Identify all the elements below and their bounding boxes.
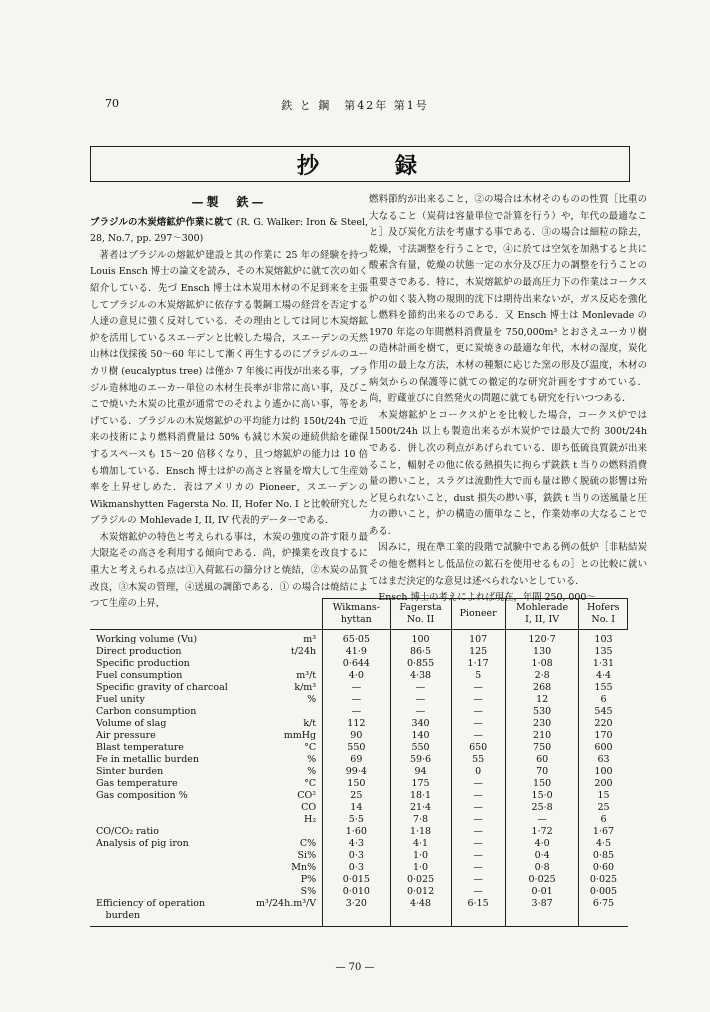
paragraph: 木炭熔鉱炉とコークス炉とを比較した場合，コークス炉では 1500t/24h 以上も製造出来るが木炭炉では最大で約 300t/24h である．併し次の利点があげられている．即ち低硫良質銑が出来ること，輻射その他に依る熱損失に拘らず銑鉄 t 当りの燃料消費量の尠いこと，スラグは流動性大で而も量は尠く脱硫の影響は殆ど見られないこと，dust 損失の尠い事，銑鉄 t 当りの送風量と圧力の尠いこと，炉の構造の簡単なこと，作業効率の大なることである． (369, 409, 647, 537)
table-cell: 6·15 (451, 898, 505, 927)
table-cell: 3·20 (323, 898, 390, 927)
row-unit: Mn% (291, 862, 317, 873)
table-row (90, 630, 628, 647)
table-cell: 0·010 (323, 886, 390, 898)
table-cell: 6 (579, 814, 628, 826)
row-label: Carbon consumption (96, 706, 197, 717)
row-label (90, 862, 254, 874)
table-cell: 15 (579, 790, 628, 802)
paragraph: 燃料節約が出来ること，②の場合は木材そのものの性質［比重の大なること（炭荷は容量単位で計算を行う）や，年代の最適なこと］及び炭化方法を考慮する事である．③の場合は細粒の除去，乾燥，寸法調整を行うことで，④に於ては空気を加熱すると共に酸素含有量，乾燥の状態一定の水分及び圧力の調整を行うことの重要さである．特に，木炭熔鉱炉の最高圧力下の作業はコークス炉の如く装入物の規則的沈下は期待出来ないが，ガス反応を強化し燃料を節約出来るのである．又 Ensch 博士は Monlevade の 1970 年迄の年間燃料消費量を 750,000m³ とおさえユーカリ樹の造林計画を樹て，更に炭焼きの最適な年代，木材の湿度，炭化作用の最上な方法，木材の種類に応じた窯の形及び温度，木材の病気からの保護等に就ての徹定的な研究計画をすすめている．尚，貯蔵並びに自然発火の問題に就ても研究を行いつつある． (369, 194, 647, 405)
table-cell: 12 (505, 694, 579, 706)
table-cell: 1·60 (323, 826, 390, 838)
table-cell: — (451, 862, 505, 874)
table-cell: 155 (579, 682, 628, 694)
paragraph: 因みに，現在準工業的段階で試験中である例の低炉［非粘結炭その他を燃料とし低品位の鉱石を使用せるもの］との比較に就いてはまだ決定的な意見は述べられないとしている． (369, 542, 647, 587)
section-title-left: 抄 (297, 153, 320, 179)
column-header: Mohlerade I, II, IV (505, 599, 579, 630)
table-cell: — (451, 778, 505, 790)
table-cell: — (451, 802, 505, 814)
table-cell: 1·17 (451, 658, 505, 670)
table-cell: 5·5 (323, 814, 390, 826)
row-label: Fuel consumption (96, 670, 183, 681)
table-cell: 140 (390, 730, 451, 742)
paragraph: 著者はブラジルの熔鉱炉建設と其の作業に 25 年の経験を持つ Louis Ensch 博士の論文を読み，その木炭熔鉱炉に就て次の如く紹介している．先づ Ensch 博士は木炭用木材の不足到来を主張してブラジルの木炭熔鉱炉に依存する製鋼工場の経営を否定する人達の意見に強く反対している．その理由としては同じ木炭熔鉱炉を活用しているスエーデンと比較した場合，スエーデンの天然山林は伐採後 50〜60 年にして漸く再生するのにブラジルのユーカリ樹 (eucalyptus tree) は僅か 7 年後に再伐が出来る事，ブラジル造林地のエーカー単位の木材生長率が非常に高い事，及びここで焼いた木炭の比重が通常でのそれより遙かに高い事，等をあげている．ブラジルの木炭熔鉱炉の平均能力は約 150t/24h で近来の技術により燃料消費量は 50% も減じ木炭の連続供給を確保するスペースも 15〜20 倍移くなり，且つ熔鉱炉の能力は 10 倍も増加している．Ensch 博士は炉の高さと容量を増大して生産効率を上昇せしめた．表はアメリカの Pioneer，スエーデンの Wikmanshytten Fagersta No. II, Hofer No. I と比較研究したブラジルの Mohlevade I, II, IV 代表的データーである． (90, 249, 368, 527)
table-cell: 135 (579, 646, 628, 658)
table-cell: 25·8 (505, 802, 579, 814)
column-header: Pioneer (451, 599, 505, 630)
table-row (90, 826, 628, 838)
table-cell: — (451, 706, 505, 718)
left-column (90, 192, 368, 613)
table-row (90, 706, 628, 718)
row-label: Gas composition % (96, 790, 188, 801)
section-title-right: 録 (395, 153, 418, 179)
row-label: Gas temperature (96, 778, 178, 789)
table-row (90, 730, 628, 742)
table-cell: 3·87 (505, 898, 579, 927)
table-cell: 170 (579, 730, 628, 742)
page-number: 70 (105, 97, 119, 110)
row-unit: m³/t (296, 670, 317, 681)
table-cell: 0·85 (579, 850, 628, 862)
column-header: Fagersta No. II (390, 599, 451, 630)
table-row (90, 718, 628, 730)
table-cell: 4·48 (390, 898, 451, 927)
table-cell: 112 (323, 718, 390, 730)
column-header: Wikmans- hyttan (323, 599, 390, 630)
article-heading (90, 215, 368, 248)
row-unit (254, 706, 323, 718)
table-row (90, 802, 628, 814)
table-cell: 210 (505, 730, 579, 742)
row-unit: °C (304, 778, 317, 789)
table-cell: — (451, 838, 505, 850)
table-cell: — (390, 694, 451, 706)
table-cell: 25 (579, 802, 628, 814)
table-cell: 150 (323, 778, 390, 790)
table-cell: 7·8 (390, 814, 451, 826)
row-unit: % (307, 766, 317, 777)
row-label: Specific gravity of charcoal (96, 682, 228, 693)
row-unit: k/t (303, 718, 317, 729)
table-row (90, 658, 628, 670)
table-cell: 86·5 (390, 646, 451, 658)
table-cell: 0·4 (505, 850, 579, 862)
section-title-box (90, 146, 630, 182)
table-cell: 120·7 (505, 630, 579, 647)
table-cell: 5 (451, 670, 505, 682)
row-unit: m³ (303, 634, 317, 645)
row-label: Fe in metallic burden (96, 754, 200, 765)
table-cell: 15·0 (505, 790, 579, 802)
table-cell: — (390, 682, 451, 694)
table-cell: — (451, 814, 505, 826)
row-unit: % (307, 754, 317, 765)
table-cell: 0·8 (505, 862, 579, 874)
table-cell: — (323, 694, 390, 706)
table-cell: 550 (323, 742, 390, 754)
row-label: Fuel unity (96, 694, 145, 705)
table-cell: 545 (579, 706, 628, 718)
table-cell: 25 (323, 790, 390, 802)
table-cell: 230 (505, 718, 579, 730)
row-label: Working volume (Vu) (96, 634, 198, 645)
row-unit: mmHg (283, 730, 317, 741)
row-label: Air pressure (96, 730, 156, 741)
table-cell: 4·5 (579, 838, 628, 850)
row-label: Blast temperature (96, 742, 184, 753)
table-cell: 103 (579, 630, 628, 647)
table-cell: 0·855 (390, 658, 451, 670)
table-cell: 99·4 (323, 766, 390, 778)
table-header-row (90, 599, 628, 630)
article-title: ブラジルの木炭熔鉱炉作業に就て (90, 216, 234, 228)
row-label: Efficiency of operation burden (90, 898, 254, 927)
table-row (90, 778, 628, 790)
table-cell: 0·644 (323, 658, 390, 670)
table-cell: — (390, 706, 451, 718)
row-unit (254, 658, 323, 670)
table-cell: 18·1 (390, 790, 451, 802)
table-cell: 0·015 (323, 874, 390, 886)
table-row (90, 754, 628, 766)
table-cell: 200 (579, 778, 628, 790)
table-cell: 340 (390, 718, 451, 730)
table-row (90, 850, 628, 862)
table-cell: — (451, 790, 505, 802)
table-cell: 1·18 (390, 826, 451, 838)
table-cell: 268 (505, 682, 579, 694)
table-cell: 0·025 (579, 874, 628, 886)
table-cell: — (505, 814, 579, 826)
table-row (90, 886, 628, 898)
table-row (90, 694, 628, 706)
table-row (90, 682, 628, 694)
table-row (90, 646, 628, 658)
table-row (90, 874, 628, 886)
table-cell: 41·9 (323, 646, 390, 658)
row-unit: m³/24h.m³/V (254, 898, 323, 927)
row-label: Analysis of pig iron (96, 838, 189, 849)
table-body (90, 630, 628, 927)
paragraph: 木炭熔鉱炉の特色と考えられる事は，木炭の強度の許す限り最大限迄その高さを利用する傾向である．尚，炉操業を改良するに重大と考えられる点は①入荷鉱石の篩分けと焼結，②木炭の品質改良，③木炭の管理，④送風の調節である．① の場合は焼結によつて生産の上昇， (90, 531, 368, 610)
table-cell: — (451, 718, 505, 730)
table-cell: 14 (323, 802, 390, 814)
table-cell: 1·08 (505, 658, 579, 670)
table-cell: 650 (451, 742, 505, 754)
table-cell: — (451, 886, 505, 898)
table-cell: 0·025 (505, 874, 579, 886)
table-cell: 0·005 (579, 886, 628, 898)
table-cell: 0·01 (505, 886, 579, 898)
comparison-table (90, 598, 628, 927)
table-cell: 130 (505, 646, 579, 658)
table-cell: 1·31 (579, 658, 628, 670)
paragraph: Ensch 博士の考えによれば現在，年間 250, 000〜 (378, 592, 596, 604)
table-cell: 175 (390, 778, 451, 790)
table-cell: 70 (505, 766, 579, 778)
table-cell: 0·012 (390, 886, 451, 898)
table-cell: 0·3 (323, 850, 390, 862)
table-cell: 1·72 (505, 826, 579, 838)
table-cell: 60 (505, 754, 579, 766)
table-cell: — (323, 682, 390, 694)
table-cell: 4·0 (323, 670, 390, 682)
table-row (90, 814, 628, 826)
right-column (369, 192, 647, 607)
table-cell: 55 (451, 754, 505, 766)
row-unit (254, 826, 323, 838)
table-cell: 0·3 (323, 862, 390, 874)
article-citation: (R. G. Walker: Iron & Steel, 28, No.7, pp. 297〜300) (90, 216, 368, 245)
table-cell: 125 (451, 646, 505, 658)
row-label (90, 814, 254, 826)
column-header: Hofers No. I (579, 599, 628, 630)
row-label: CO/CO₂ ratio (96, 826, 159, 837)
page-footer: — 70 — (335, 962, 375, 973)
row-label: Direct production (96, 646, 182, 657)
table-cell: 6 (579, 694, 628, 706)
table-cell: 0·025 (390, 874, 451, 886)
table-cell: — (451, 682, 505, 694)
table-cell: 63 (579, 754, 628, 766)
table-cell: 100 (579, 766, 628, 778)
table-cell: 2·8 (505, 670, 579, 682)
table-cell: 107 (451, 630, 505, 647)
row-unit: Si% (297, 850, 317, 861)
row-unit: H₂ (304, 814, 317, 825)
table-cell: 4·1 (390, 838, 451, 850)
table-cell: 94 (390, 766, 451, 778)
table-row (90, 766, 628, 778)
table-row (90, 862, 628, 874)
row-label (90, 850, 254, 862)
blank-header (90, 599, 254, 630)
table-cell: 21·4 (390, 802, 451, 814)
table-cell: — (451, 730, 505, 742)
table-cell: 150 (505, 778, 579, 790)
blank-header (254, 599, 323, 630)
row-unit: k/m³ (294, 682, 317, 693)
row-unit: CO² (297, 790, 317, 801)
row-label: Specific production (96, 658, 190, 669)
table-cell: — (451, 694, 505, 706)
table-cell: 69 (323, 754, 390, 766)
table-cell: 1·0 (390, 862, 451, 874)
table-cell: 90 (323, 730, 390, 742)
table-cell: 59·6 (390, 754, 451, 766)
table-row (90, 742, 628, 754)
table-cell: 0·60 (579, 862, 628, 874)
table-cell: 1·0 (390, 850, 451, 862)
table-cell: 6·75 (579, 898, 628, 927)
table-cell: 220 (579, 718, 628, 730)
table-cell: 530 (505, 706, 579, 718)
row-unit: C% (299, 838, 317, 849)
row-unit: P% (300, 874, 317, 885)
table-cell: 100 (390, 630, 451, 647)
table-cell: 4·38 (390, 670, 451, 682)
table-cell: 0 (451, 766, 505, 778)
row-label (90, 886, 254, 898)
running-header: 鉄 と 鋼 第42年 第1号 (281, 99, 429, 112)
table-cell: 4·0 (505, 838, 579, 850)
table-cell: 550 (390, 742, 451, 754)
table-row (90, 898, 628, 927)
table-cell: — (323, 706, 390, 718)
table-cell: 1·67 (579, 826, 628, 838)
table-cell: — (451, 850, 505, 862)
table-cell: 4·4 (579, 670, 628, 682)
row-label (90, 802, 254, 814)
row-unit: t/24h (290, 646, 317, 657)
row-label: Volume of slag (96, 718, 167, 729)
table-cell: 4·3 (323, 838, 390, 850)
row-unit: CO (301, 802, 317, 813)
table-row (90, 670, 628, 682)
row-unit: °C (304, 742, 317, 753)
row-label (90, 874, 254, 886)
table-cell: 750 (505, 742, 579, 754)
category-heading: —製 鉄— (191, 195, 267, 209)
table-cell: 65·05 (323, 630, 390, 647)
row-unit: S% (300, 886, 317, 897)
table-cell: — (451, 874, 505, 886)
table-row (90, 838, 628, 850)
table-cell: — (451, 826, 505, 838)
table-cell: 600 (579, 742, 628, 754)
table-row (90, 790, 628, 802)
row-unit: % (307, 694, 317, 705)
row-label: Sinter burden (96, 766, 164, 777)
